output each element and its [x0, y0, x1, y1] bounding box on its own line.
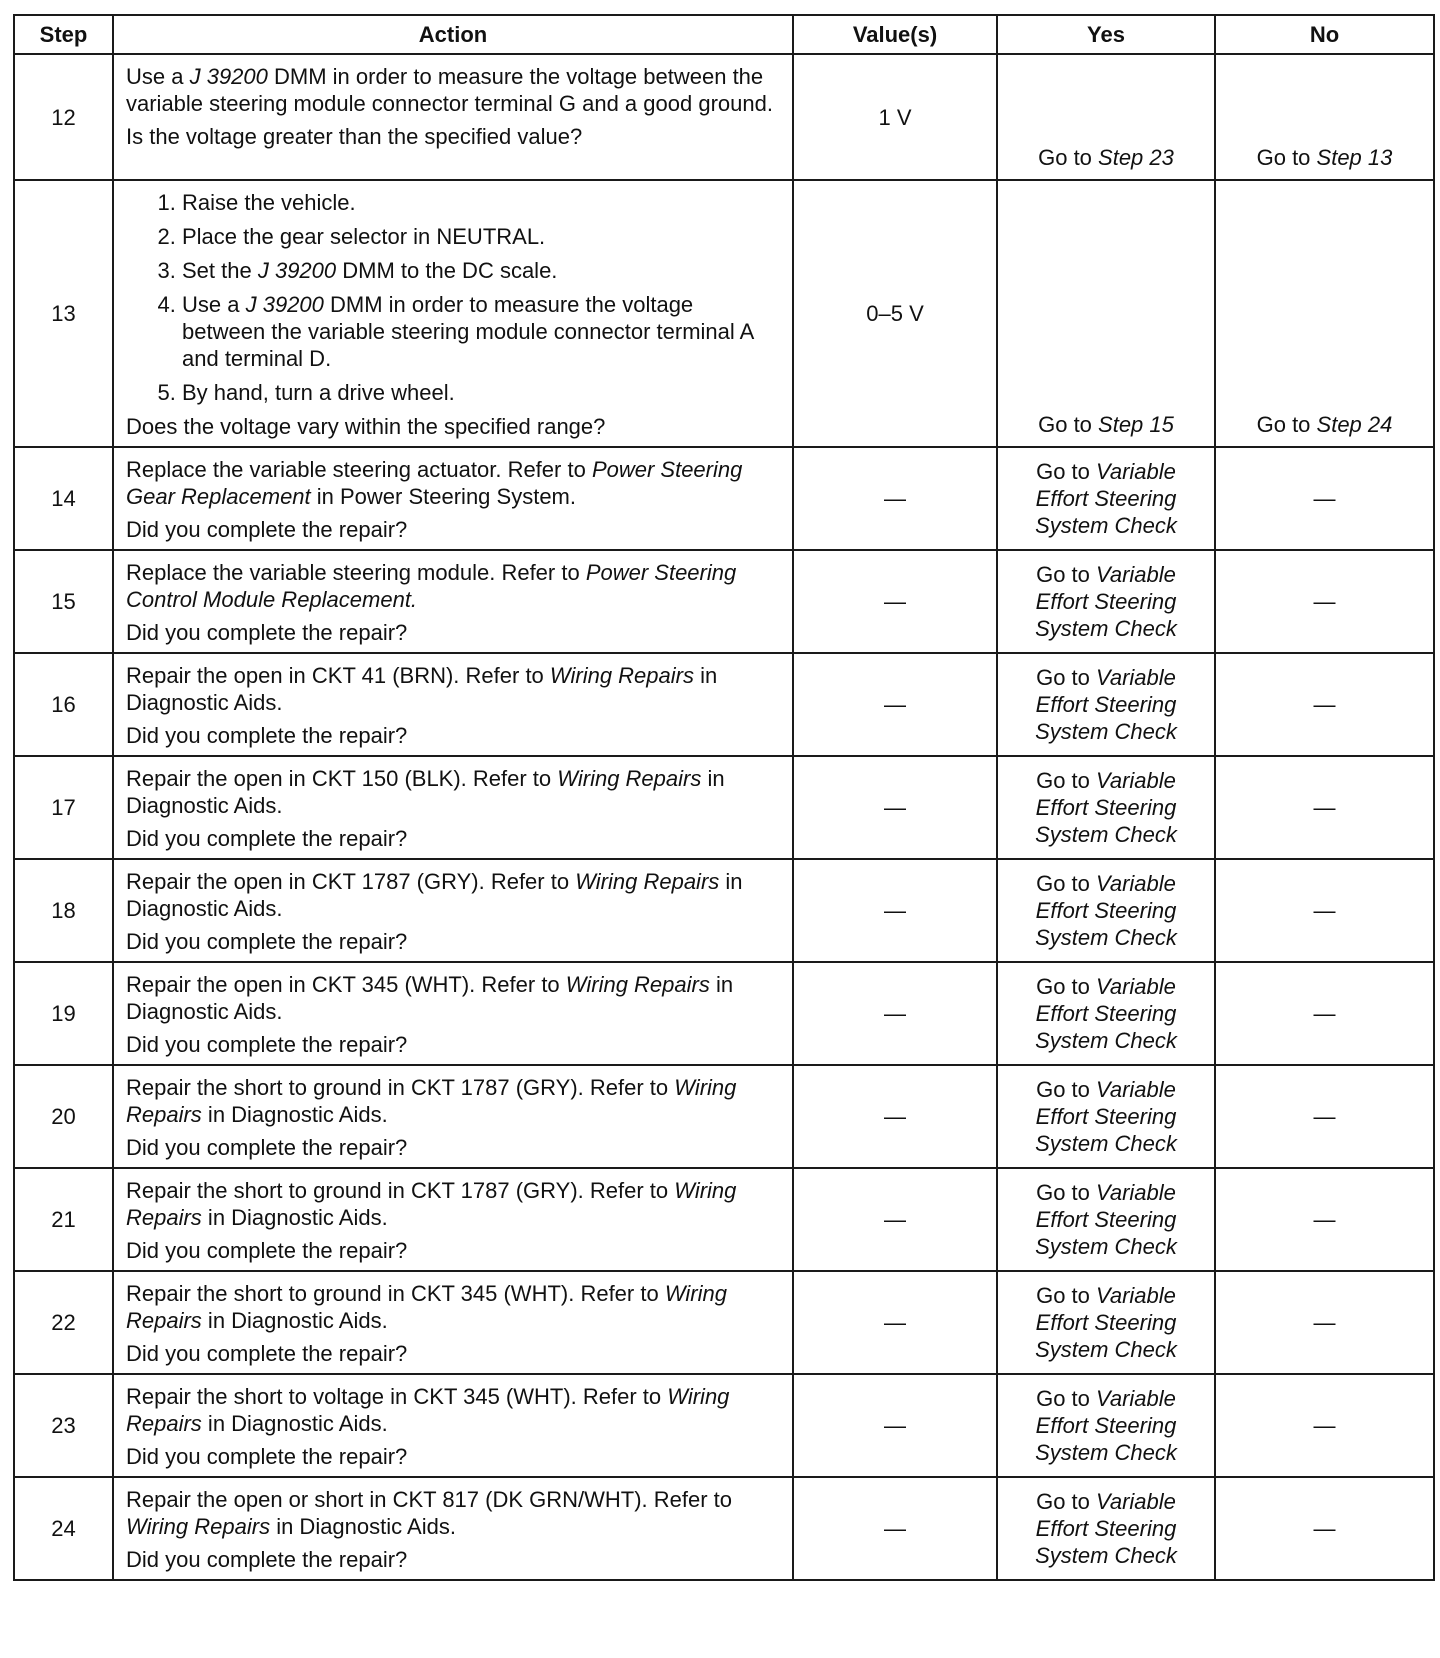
action-text-segment: Repair the short to ground in CKT 1787 (GRY). Refer to [126, 1075, 675, 1100]
action-text-segment: Replace the variable steering actuator. Refer to [126, 457, 592, 482]
reference-text: Wiring Repairs [126, 1281, 727, 1333]
yes-cell [997, 1374, 1215, 1477]
action-text-segment: in Diagnostic Aids. [126, 766, 725, 818]
no-cell [1215, 756, 1434, 859]
yes-goto-prefix: Go to [1036, 562, 1096, 587]
table-row [14, 1168, 1434, 1271]
no-dash: — [1313, 1001, 1336, 1026]
no-cell [1215, 1374, 1434, 1477]
action-question: Did you complete the repair? [126, 1135, 408, 1160]
yes-cell [997, 1065, 1215, 1168]
reference-text: Wiring Repairs [126, 1514, 271, 1539]
no-cell [1215, 1477, 1434, 1580]
action-cell [113, 180, 793, 447]
yes-goto-prefix: Go to [1036, 974, 1096, 999]
action-text-segment: Repair the open in CKT 1787 (GRY). Refer to [126, 869, 576, 894]
action-cell [113, 1271, 793, 1374]
value-cell: — [793, 962, 997, 1065]
step-number: 20 [14, 1065, 113, 1168]
no-dash: — [1313, 1310, 1336, 1335]
yes-cell [997, 653, 1215, 756]
step-number: 13 [14, 180, 113, 447]
step-number: 14 [14, 447, 113, 550]
action-cell [113, 1477, 793, 1580]
yes-goto-link[interactable]: Variable Effort Steering System Check [1035, 1077, 1177, 1156]
yes-goto [998, 144, 1214, 171]
no-cell [1215, 447, 1434, 550]
yes-goto-prefix: Go to [1036, 459, 1096, 484]
action-cell [113, 859, 793, 962]
action-text-segment: DMM to the DC scale. [336, 258, 558, 283]
yes-cell [997, 1168, 1215, 1271]
action-step-item [182, 189, 782, 216]
step-number: 15 [14, 550, 113, 653]
reference-text: J 39200 [245, 292, 324, 317]
action-text [126, 971, 782, 1025]
action-text-segment: in Diagnostic Aids. [201, 1205, 388, 1230]
yes-goto [998, 561, 1214, 642]
no-cell [1215, 1271, 1434, 1374]
action-question: Did you complete the repair? [126, 1547, 408, 1572]
no-dash: — [1313, 795, 1336, 820]
table-row [14, 550, 1434, 653]
action-text-segment: Raise the vehicle. [182, 190, 356, 215]
action-text-segment: Use a [126, 64, 190, 89]
yes-goto-link[interactable]: Step 15 [1098, 412, 1174, 437]
header-yes: Yes [997, 15, 1215, 54]
action-text [126, 456, 782, 510]
yes-cell [997, 447, 1215, 550]
action-text-segment: Repair the short to voltage in CKT 345 (WHT). Refer to [126, 1384, 668, 1409]
action-cell [113, 550, 793, 653]
action-step-item [182, 291, 782, 372]
yes-goto-prefix: Go to [1036, 768, 1096, 793]
no-goto-prefix: Go to [1256, 145, 1317, 170]
yes-goto-prefix: Go to [1036, 1180, 1096, 1205]
step-number: 21 [14, 1168, 113, 1271]
step-number: 16 [14, 653, 113, 756]
no-cell [1215, 180, 1434, 447]
action-text [126, 1177, 782, 1231]
action-text [126, 868, 782, 922]
action-text [126, 1486, 782, 1540]
yes-goto [998, 1076, 1214, 1157]
value-cell: — [793, 859, 997, 962]
yes-goto-link[interactable]: Variable Effort Steering System Check [1035, 768, 1177, 847]
action-cell [113, 962, 793, 1065]
header-no: No [1215, 15, 1434, 54]
no-goto-prefix: Go to [1256, 412, 1317, 437]
value-cell: — [793, 1168, 997, 1271]
no-dash: — [1313, 1104, 1336, 1129]
yes-goto-link[interactable]: Variable Effort Steering System Check [1035, 1180, 1177, 1259]
action-cell [113, 1374, 793, 1477]
table-row [14, 1065, 1434, 1168]
action-cell [113, 653, 793, 756]
yes-goto [998, 973, 1214, 1054]
yes-goto [998, 664, 1214, 745]
action-text-segment: in Diagnostic Aids. [126, 869, 743, 921]
value-cell: — [793, 1271, 997, 1374]
header-action: Action [113, 15, 793, 54]
table-row [14, 180, 1434, 447]
no-goto-link[interactable]: Step 24 [1316, 412, 1393, 437]
action-text [126, 1074, 782, 1128]
action-text-segment: in Power Steering System. [310, 484, 576, 509]
action-text-segment: Set the [182, 258, 258, 283]
header-step: Step [14, 15, 113, 54]
table-body [14, 54, 1434, 1580]
yes-goto-prefix: Go to [1036, 1386, 1096, 1411]
no-cell [1215, 653, 1434, 756]
no-dash: — [1313, 1516, 1336, 1541]
yes-goto [998, 1282, 1214, 1363]
action-text-segment: in Diagnostic Aids. [201, 1411, 388, 1436]
action-text-segment: DMM in order to measure the voltage between the variable steering module connector terminal A and terminal D. [182, 292, 754, 371]
action-text [126, 1383, 782, 1437]
yes-goto-link[interactable]: Variable Effort Steering System Check [1035, 459, 1177, 538]
yes-cell [997, 550, 1215, 653]
value-cell: — [793, 1065, 997, 1168]
step-number: 23 [14, 1374, 113, 1477]
header-values: Value(s) [793, 15, 997, 54]
table-row [14, 653, 1434, 756]
yes-goto [998, 1385, 1214, 1466]
no-dash: — [1313, 486, 1336, 511]
yes-cell [997, 54, 1215, 180]
action-question: Did you complete the repair? [126, 723, 408, 748]
action-text-segment: DMM in order to measure the voltage between the variable steering module connector terminal G and a good ground. [126, 64, 773, 116]
action-text-segment: Replace the variable steering module. Refer to [126, 560, 586, 585]
yes-goto [998, 870, 1214, 951]
value-cell: 1 V [793, 54, 997, 180]
yes-goto-link[interactable]: Variable Effort Steering System Check [1035, 665, 1177, 744]
reference-text: Power Steering Control Module Replacement. [126, 560, 737, 612]
action-text-segment: Use a [182, 292, 246, 317]
action-steps-list [126, 189, 782, 406]
table-row [14, 1374, 1434, 1477]
value-cell: — [793, 1374, 997, 1477]
no-cell [1215, 859, 1434, 962]
yes-goto-link[interactable]: Variable Effort Steering System Check [1035, 1489, 1177, 1568]
yes-goto-prefix: Go to [1036, 871, 1096, 896]
action-question: Is the voltage greater than the specified value? [126, 124, 583, 149]
yes-cell [997, 1477, 1215, 1580]
reference-text: Wiring Repairs [126, 1075, 737, 1127]
reference-text: J 39200 [189, 64, 268, 89]
action-question: Did you complete the repair? [126, 929, 408, 954]
action-cell [113, 1168, 793, 1271]
action-text-segment: Place the gear selector in NEUTRAL. [182, 224, 546, 249]
action-text-segment: in Diagnostic Aids. [126, 972, 734, 1024]
no-cell [1215, 550, 1434, 653]
action-step-item [182, 379, 782, 406]
action-question: Did you complete the repair? [126, 1341, 408, 1366]
no-cell [1215, 962, 1434, 1065]
no-dash: — [1313, 589, 1336, 614]
diagnostic-table [13, 14, 1435, 1581]
step-number: 18 [14, 859, 113, 962]
no-cell [1215, 54, 1434, 180]
action-question: Did you complete the repair? [126, 620, 408, 645]
reference-text: Wiring Repairs [575, 869, 720, 894]
action-text-segment: in Diagnostic Aids. [126, 663, 718, 715]
yes-goto-prefix: Go to [1036, 1283, 1096, 1308]
action-text-segment: in Diagnostic Aids. [270, 1514, 456, 1539]
action-text [126, 662, 782, 716]
yes-goto-link[interactable]: Variable Effort Steering System Check [1035, 562, 1177, 641]
action-text-segment: Repair the short to ground in CKT 1787 (GRY). Refer to [126, 1178, 675, 1203]
action-step-item [182, 223, 782, 250]
no-cell [1215, 1168, 1434, 1271]
step-number: 19 [14, 962, 113, 1065]
table-row [14, 756, 1434, 859]
value-cell: — [793, 1477, 997, 1580]
action-text-segment: Repair the short to ground in CKT 345 (WHT). Refer to [126, 1281, 665, 1306]
table-row [14, 1477, 1434, 1580]
no-cell [1215, 1065, 1434, 1168]
action-cell [113, 447, 793, 550]
action-text-segment: Repair the open or short in CKT 817 (DK GRN/WHT). Refer to [126, 1487, 733, 1512]
yes-goto [998, 1488, 1214, 1569]
table-header [14, 15, 1434, 54]
yes-cell [997, 756, 1215, 859]
action-text-segment: Repair the open in CKT 150 (BLK). Refer to [126, 766, 558, 791]
value-cell: — [793, 447, 997, 550]
table-row [14, 962, 1434, 1065]
yes-cell [997, 180, 1215, 447]
reference-text: Wiring Repairs [557, 766, 702, 791]
yes-goto [998, 767, 1214, 848]
value-cell: 0–5 V [793, 180, 997, 447]
yes-goto [998, 458, 1214, 539]
action-question: Does the voltage vary within the specified range? [126, 414, 606, 439]
yes-cell [997, 962, 1215, 1065]
action-question: Did you complete the repair? [126, 1032, 408, 1057]
no-dash: — [1313, 1207, 1336, 1232]
step-number: 22 [14, 1271, 113, 1374]
step-number: 24 [14, 1477, 113, 1580]
yes-goto [998, 1179, 1214, 1260]
reference-text: Power Steering Gear Replacement [126, 457, 743, 509]
reference-text: Wiring Repairs [126, 1178, 737, 1230]
action-question: Did you complete the repair? [126, 1238, 408, 1263]
yes-goto-prefix: Go to [1038, 145, 1099, 170]
yes-goto-link[interactable]: Variable Effort Steering System Check [1035, 974, 1177, 1053]
yes-goto-prefix: Go to [1036, 665, 1096, 690]
action-text-segment: Repair the open in CKT 345 (WHT). Refer to [126, 972, 566, 997]
action-cell [113, 54, 793, 180]
action-text [126, 63, 782, 117]
yes-cell [997, 859, 1215, 962]
yes-goto-prefix: Go to [1038, 412, 1099, 437]
header-row [14, 15, 1434, 54]
action-question: Did you complete the repair? [126, 1444, 408, 1469]
no-dash: — [1313, 898, 1336, 923]
action-question: Did you complete the repair? [126, 826, 408, 851]
reference-text: Wiring Repairs [565, 972, 710, 997]
yes-goto-prefix: Go to [1036, 1077, 1096, 1102]
action-text [126, 765, 782, 819]
no-dash: — [1313, 692, 1336, 717]
action-text-segment: in Diagnostic Aids. [201, 1102, 388, 1127]
table-row [14, 859, 1434, 962]
action-text-segment: Repair the open in CKT 41 (BRN). Refer to [126, 663, 550, 688]
action-text [126, 1280, 782, 1334]
step-number: 12 [14, 54, 113, 180]
value-cell: — [793, 653, 997, 756]
no-goto-link[interactable]: Step 13 [1316, 145, 1393, 170]
table-row [14, 54, 1434, 180]
action-question: Did you complete the repair? [126, 517, 408, 542]
action-text-segment: in Diagnostic Aids. [201, 1308, 388, 1333]
yes-goto-link[interactable]: Step 23 [1098, 145, 1174, 170]
reference-text: Wiring Repairs [126, 1384, 730, 1436]
no-dash: — [1313, 1413, 1336, 1438]
yes-goto-link[interactable]: Variable Effort Steering System Check [1035, 871, 1177, 950]
action-step-item [182, 257, 782, 284]
value-cell: — [793, 550, 997, 653]
reference-text: J 39200 [257, 258, 337, 283]
action-cell [113, 756, 793, 859]
yes-goto-prefix: Go to [1036, 1489, 1096, 1514]
step-number: 17 [14, 756, 113, 859]
action-cell [113, 1065, 793, 1168]
yes-goto-link[interactable]: Variable Effort Steering System Check [1035, 1386, 1177, 1465]
yes-goto-link[interactable]: Variable Effort Steering System Check [1035, 1283, 1177, 1362]
value-cell: — [793, 756, 997, 859]
action-text [126, 559, 782, 613]
table-row [14, 1271, 1434, 1374]
action-text-segment: By hand, turn a drive wheel. [182, 380, 455, 405]
reference-text: Wiring Repairs [549, 663, 694, 688]
table-row [14, 447, 1434, 550]
yes-goto [998, 411, 1214, 438]
yes-cell [997, 1271, 1215, 1374]
